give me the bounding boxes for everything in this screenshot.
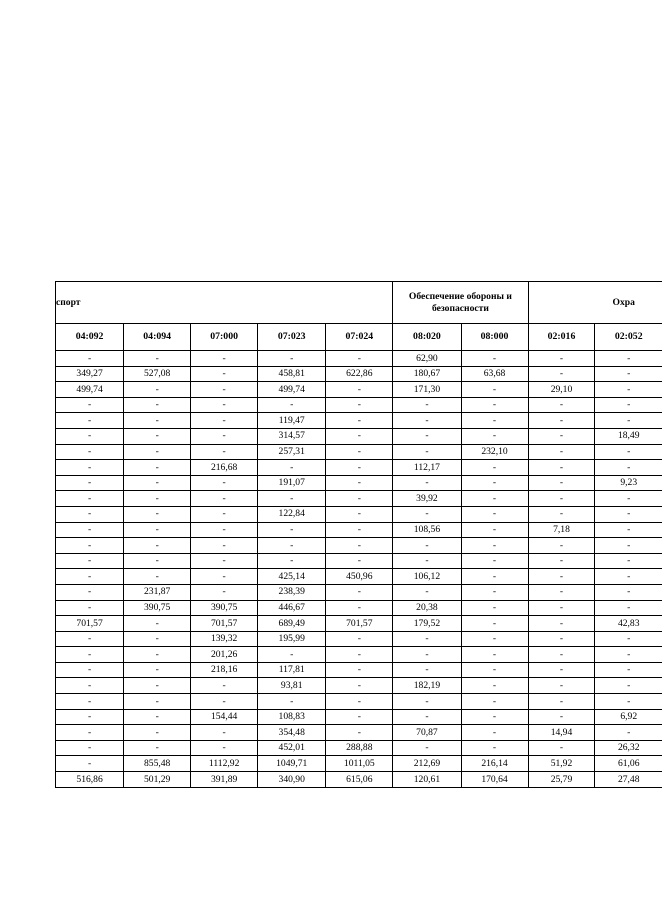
- table-cell: -: [393, 475, 461, 491]
- table-row: [56, 740, 662, 756]
- table-cell: -: [595, 678, 662, 694]
- table-cell: -: [326, 538, 393, 554]
- table-cell: -: [528, 694, 595, 710]
- table-cell: -: [56, 413, 124, 429]
- table-cell: -: [595, 366, 662, 382]
- table-row: [56, 366, 662, 382]
- table-cell: -: [124, 506, 191, 522]
- table-cell: -: [461, 538, 528, 554]
- table-cell: -: [258, 522, 326, 538]
- table-cell: 27,48: [595, 772, 662, 788]
- table-cell: -: [326, 382, 393, 398]
- table-cell: -: [528, 662, 595, 678]
- table-row: [56, 756, 662, 772]
- table-cell: 452,01: [258, 740, 326, 756]
- table-cell: -: [595, 506, 662, 522]
- table-cell: -: [595, 444, 662, 460]
- group-header-defense: Обеспечение обороны и безопасности: [393, 282, 528, 324]
- table-cell: -: [124, 616, 191, 632]
- table-cell: -: [326, 631, 393, 647]
- table-cell: 42,83: [595, 616, 662, 632]
- table-cell: -: [124, 475, 191, 491]
- table-cell: -: [528, 647, 595, 663]
- table-cell: -: [393, 662, 461, 678]
- table-cell: -: [528, 366, 595, 382]
- table-cell: -: [528, 538, 595, 554]
- table-cell: -: [595, 397, 662, 413]
- table-cell: -: [528, 491, 595, 507]
- table-cell: -: [461, 553, 528, 569]
- table-cell: 14,94: [528, 725, 595, 741]
- table-cell: -: [528, 569, 595, 585]
- table-cell: -: [191, 538, 258, 554]
- table-cell: -: [56, 756, 124, 772]
- table-cell: 63,68: [461, 366, 528, 382]
- table-cell: -: [393, 397, 461, 413]
- table-cell: -: [124, 569, 191, 585]
- table-cell: -: [326, 725, 393, 741]
- column-code-header: 02:052: [595, 324, 662, 351]
- column-code-header: 04:094: [124, 324, 191, 351]
- table-cell: -: [461, 600, 528, 616]
- table-cell: -: [326, 397, 393, 413]
- table-cell: 218,16: [191, 662, 258, 678]
- table-cell: -: [124, 740, 191, 756]
- table-cell: -: [258, 460, 326, 476]
- table-cell: -: [528, 413, 595, 429]
- table-cell: 390,75: [191, 600, 258, 616]
- table-cell: 354,48: [258, 725, 326, 741]
- table-cell: -: [595, 382, 662, 398]
- table-cell: 622,86: [326, 366, 393, 382]
- table-cell: -: [124, 382, 191, 398]
- table-cell: -: [124, 413, 191, 429]
- table-cell: 51,92: [528, 756, 595, 772]
- table-cell: -: [56, 740, 124, 756]
- table-cell: -: [461, 428, 528, 444]
- table-cell: -: [56, 662, 124, 678]
- table-cell: 701,57: [326, 616, 393, 632]
- table-cell: -: [528, 428, 595, 444]
- table-cell: 257,31: [258, 444, 326, 460]
- table-cell: -: [326, 522, 393, 538]
- table-cell: 212,69: [393, 756, 461, 772]
- table-cell: -: [56, 428, 124, 444]
- table-cell: -: [191, 491, 258, 507]
- table-cell: -: [191, 397, 258, 413]
- table-cell: -: [258, 351, 326, 367]
- table-cell: -: [528, 678, 595, 694]
- table-cell: -: [56, 584, 124, 600]
- table-cell: -: [595, 538, 662, 554]
- table-row: [56, 631, 662, 647]
- table-cell: -: [461, 631, 528, 647]
- table-cell: -: [528, 740, 595, 756]
- table-cell: 20,38: [393, 600, 461, 616]
- table-row: [56, 569, 662, 585]
- table-cell: -: [124, 725, 191, 741]
- table-cell: 701,57: [191, 616, 258, 632]
- table-row: [56, 772, 662, 788]
- table-cell: -: [595, 694, 662, 710]
- table-cell: 516,86: [56, 772, 124, 788]
- column-code-header: 07:000: [191, 324, 258, 351]
- table-cell: 216,68: [191, 460, 258, 476]
- table-cell: -: [191, 428, 258, 444]
- table-cell: -: [461, 662, 528, 678]
- table-cell: -: [326, 491, 393, 507]
- table-cell: -: [56, 678, 124, 694]
- table-cell: -: [191, 413, 258, 429]
- table-cell: -: [191, 506, 258, 522]
- table-cell: 139,32: [191, 631, 258, 647]
- table-cell: -: [326, 444, 393, 460]
- table-cell: -: [595, 662, 662, 678]
- table-cell: -: [461, 616, 528, 632]
- table-cell: -: [393, 506, 461, 522]
- table-cell: -: [595, 491, 662, 507]
- table-cell: -: [258, 397, 326, 413]
- table-cell: -: [191, 366, 258, 382]
- table-cell: -: [56, 600, 124, 616]
- table-cell: -: [56, 351, 124, 367]
- table-cell: -: [56, 491, 124, 507]
- table-cell: -: [461, 475, 528, 491]
- table-cell: -: [528, 631, 595, 647]
- table-cell: -: [326, 709, 393, 725]
- table-cell: -: [326, 460, 393, 476]
- table-cell: -: [595, 553, 662, 569]
- table-cell: -: [528, 351, 595, 367]
- table-cell: -: [124, 647, 191, 663]
- table-cell: 171,30: [393, 382, 461, 398]
- table-cell: 112,17: [393, 460, 461, 476]
- table-cell: -: [326, 351, 393, 367]
- table-row: [56, 694, 662, 710]
- table-cell: -: [124, 428, 191, 444]
- table-cell: 106,12: [393, 569, 461, 585]
- table-cell: 425,14: [258, 569, 326, 585]
- table-cell: 179,52: [393, 616, 461, 632]
- table-cell: -: [56, 553, 124, 569]
- table-cell: -: [56, 460, 124, 476]
- table-cell: -: [56, 569, 124, 585]
- table-cell: -: [191, 584, 258, 600]
- table-cell: -: [124, 351, 191, 367]
- table-row: [56, 428, 662, 444]
- table-cell: 7,18: [528, 522, 595, 538]
- table-cell: -: [528, 444, 595, 460]
- table-cell: -: [461, 506, 528, 522]
- table-cell: -: [461, 413, 528, 429]
- table-cell: -: [124, 662, 191, 678]
- table-cell: -: [56, 725, 124, 741]
- table-row: [56, 600, 662, 616]
- table-cell: -: [56, 631, 124, 647]
- table-cell: 195,99: [258, 631, 326, 647]
- table-cell: -: [595, 569, 662, 585]
- table-cell: -: [393, 428, 461, 444]
- table-cell: 701,57: [56, 616, 124, 632]
- table-cell: 349,27: [56, 366, 124, 382]
- table-cell: -: [461, 725, 528, 741]
- table-row: [56, 382, 662, 398]
- table-cell: 117,81: [258, 662, 326, 678]
- column-code-header: 08:020: [393, 324, 461, 351]
- table-cell: -: [191, 694, 258, 710]
- column-code-header: 04:092: [56, 324, 124, 351]
- table-cell: -: [56, 538, 124, 554]
- table-cell: -: [595, 725, 662, 741]
- table-cell: 25,79: [528, 772, 595, 788]
- group-header-transport: спорт: [56, 282, 393, 324]
- group-header-protection: Охра: [528, 282, 662, 324]
- table-cell: -: [461, 694, 528, 710]
- table-cell: -: [461, 569, 528, 585]
- table-cell: -: [191, 351, 258, 367]
- table-cell: -: [191, 382, 258, 398]
- table-cell: -: [393, 553, 461, 569]
- table-cell: -: [191, 475, 258, 491]
- table-cell: 855,48: [124, 756, 191, 772]
- table-cell: -: [461, 382, 528, 398]
- table-cell: -: [191, 678, 258, 694]
- table-cell: -: [124, 397, 191, 413]
- table-cell: 450,96: [326, 569, 393, 585]
- table-cell: -: [191, 522, 258, 538]
- table-cell: -: [461, 397, 528, 413]
- table-row: [56, 678, 662, 694]
- table-cell: -: [461, 491, 528, 507]
- table-cell: 615,06: [326, 772, 393, 788]
- table-row: [56, 538, 662, 554]
- table-cell: 216,14: [461, 756, 528, 772]
- data-table: [55, 281, 662, 788]
- table-cell: -: [56, 444, 124, 460]
- table-cell: 201,26: [191, 647, 258, 663]
- table-cell: 154,44: [191, 709, 258, 725]
- table-cell: 70,87: [393, 725, 461, 741]
- table-cell: -: [191, 553, 258, 569]
- table-cell: -: [191, 740, 258, 756]
- table-cell: -: [461, 678, 528, 694]
- column-code-header: 07:024: [326, 324, 393, 351]
- table-cell: -: [191, 444, 258, 460]
- table-cell: -: [326, 694, 393, 710]
- table-cell: -: [326, 413, 393, 429]
- table-cell: -: [124, 631, 191, 647]
- table-cell: -: [461, 709, 528, 725]
- table-cell: 29,10: [528, 382, 595, 398]
- table-cell: -: [461, 740, 528, 756]
- table-cell: 180,67: [393, 366, 461, 382]
- table-cell: 6,92: [595, 709, 662, 725]
- table-row: [56, 647, 662, 663]
- table-cell: -: [56, 397, 124, 413]
- table-cell: -: [326, 506, 393, 522]
- table-cell: -: [461, 460, 528, 476]
- table-cell: -: [595, 522, 662, 538]
- table-cell: -: [528, 506, 595, 522]
- table-cell: -: [393, 740, 461, 756]
- table-cell: -: [326, 584, 393, 600]
- table-cell: -: [124, 678, 191, 694]
- table-row: [56, 444, 662, 460]
- table-cell: 119,47: [258, 413, 326, 429]
- table-cell: -: [393, 647, 461, 663]
- table-cell: -: [56, 709, 124, 725]
- table-cell: -: [461, 351, 528, 367]
- table-cell: -: [528, 600, 595, 616]
- table-cell: 340,90: [258, 772, 326, 788]
- table-row: [56, 491, 662, 507]
- table-cell: -: [326, 428, 393, 444]
- table-cell: 108,83: [258, 709, 326, 725]
- table-cell: -: [124, 522, 191, 538]
- table-row: [56, 397, 662, 413]
- table-cell: -: [56, 694, 124, 710]
- table-cell: -: [595, 631, 662, 647]
- table-cell: -: [258, 553, 326, 569]
- column-code-header: 07:023: [258, 324, 326, 351]
- table-cell: -: [595, 600, 662, 616]
- code-header-row: [56, 324, 662, 351]
- table-row: [56, 351, 662, 367]
- table-cell: -: [528, 616, 595, 632]
- table-cell: 446,67: [258, 600, 326, 616]
- data-table-page: [55, 281, 643, 789]
- table-cell: -: [56, 506, 124, 522]
- table-cell: -: [528, 397, 595, 413]
- table-cell: -: [326, 553, 393, 569]
- table-cell: 122,84: [258, 506, 326, 522]
- table-cell: 232,10: [461, 444, 528, 460]
- table-cell: 1049,71: [258, 756, 326, 772]
- table-cell: -: [258, 647, 326, 663]
- table-row: [56, 460, 662, 476]
- group-header-row: [56, 282, 662, 324]
- table-cell: -: [393, 413, 461, 429]
- table-cell: -: [326, 600, 393, 616]
- table-cell: -: [595, 351, 662, 367]
- table-cell: 9,23: [595, 475, 662, 491]
- table-cell: -: [393, 694, 461, 710]
- table-cell: 191,07: [258, 475, 326, 491]
- column-code-header: 02:016: [528, 324, 595, 351]
- table-cell: 499,74: [56, 382, 124, 398]
- table-cell: 39,92: [393, 491, 461, 507]
- table-cell: -: [124, 460, 191, 476]
- table-cell: -: [393, 444, 461, 460]
- table-cell: -: [124, 694, 191, 710]
- table-cell: -: [528, 475, 595, 491]
- table-cell: -: [56, 647, 124, 663]
- table-row: [56, 553, 662, 569]
- table-cell: 93,81: [258, 678, 326, 694]
- table-row: [56, 725, 662, 741]
- table-cell: -: [326, 662, 393, 678]
- table-row: [56, 584, 662, 600]
- table-cell: 182,19: [393, 678, 461, 694]
- table-cell: -: [326, 647, 393, 663]
- table-cell: 61,06: [595, 756, 662, 772]
- table-cell: 288,88: [326, 740, 393, 756]
- table-row: [56, 522, 662, 538]
- table-cell: -: [528, 584, 595, 600]
- table-cell: -: [528, 553, 595, 569]
- table-cell: -: [393, 709, 461, 725]
- table-cell: -: [258, 538, 326, 554]
- table-cell: -: [124, 709, 191, 725]
- table-cell: 1112,92: [191, 756, 258, 772]
- table-cell: -: [528, 709, 595, 725]
- table-cell: -: [393, 584, 461, 600]
- table-cell: -: [528, 460, 595, 476]
- table-cell: 231,87: [124, 584, 191, 600]
- table-cell: -: [124, 538, 191, 554]
- table-cell: 458,81: [258, 366, 326, 382]
- table-cell: -: [56, 522, 124, 538]
- table-cell: 238,39: [258, 584, 326, 600]
- table-cell: -: [461, 522, 528, 538]
- table-cell: -: [124, 553, 191, 569]
- table-cell: 26,32: [595, 740, 662, 756]
- table-cell: -: [461, 584, 528, 600]
- table-row: [56, 413, 662, 429]
- table-row: [56, 662, 662, 678]
- table-cell: -: [595, 413, 662, 429]
- table-cell: -: [595, 460, 662, 476]
- table-cell: -: [461, 647, 528, 663]
- table-cell: -: [326, 678, 393, 694]
- table-cell: 1011,05: [326, 756, 393, 772]
- table-cell: 108,56: [393, 522, 461, 538]
- table-cell: -: [191, 569, 258, 585]
- table-cell: 689,49: [258, 616, 326, 632]
- table-row: [56, 616, 662, 632]
- table-cell: -: [191, 725, 258, 741]
- table-cell: -: [258, 694, 326, 710]
- table-cell: -: [124, 491, 191, 507]
- table-cell: 527,08: [124, 366, 191, 382]
- table-cell: -: [393, 631, 461, 647]
- table-cell: 170,64: [461, 772, 528, 788]
- table-cell: 499,74: [258, 382, 326, 398]
- table-row: [56, 506, 662, 522]
- table-row: [56, 709, 662, 725]
- table-cell: 501,29: [124, 772, 191, 788]
- table-cell: 62,90: [393, 351, 461, 367]
- table-row: [56, 475, 662, 491]
- table-cell: -: [258, 491, 326, 507]
- table-cell: 120,61: [393, 772, 461, 788]
- column-code-header: 08:000: [461, 324, 528, 351]
- table-cell: -: [393, 538, 461, 554]
- table-cell: 18,49: [595, 428, 662, 444]
- table-cell: -: [595, 584, 662, 600]
- table-cell: 390,75: [124, 600, 191, 616]
- table-cell: 314,57: [258, 428, 326, 444]
- table-cell: -: [124, 444, 191, 460]
- table-cell: -: [595, 647, 662, 663]
- table-cell: 391,89: [191, 772, 258, 788]
- table-cell: -: [326, 475, 393, 491]
- table-cell: -: [56, 475, 124, 491]
